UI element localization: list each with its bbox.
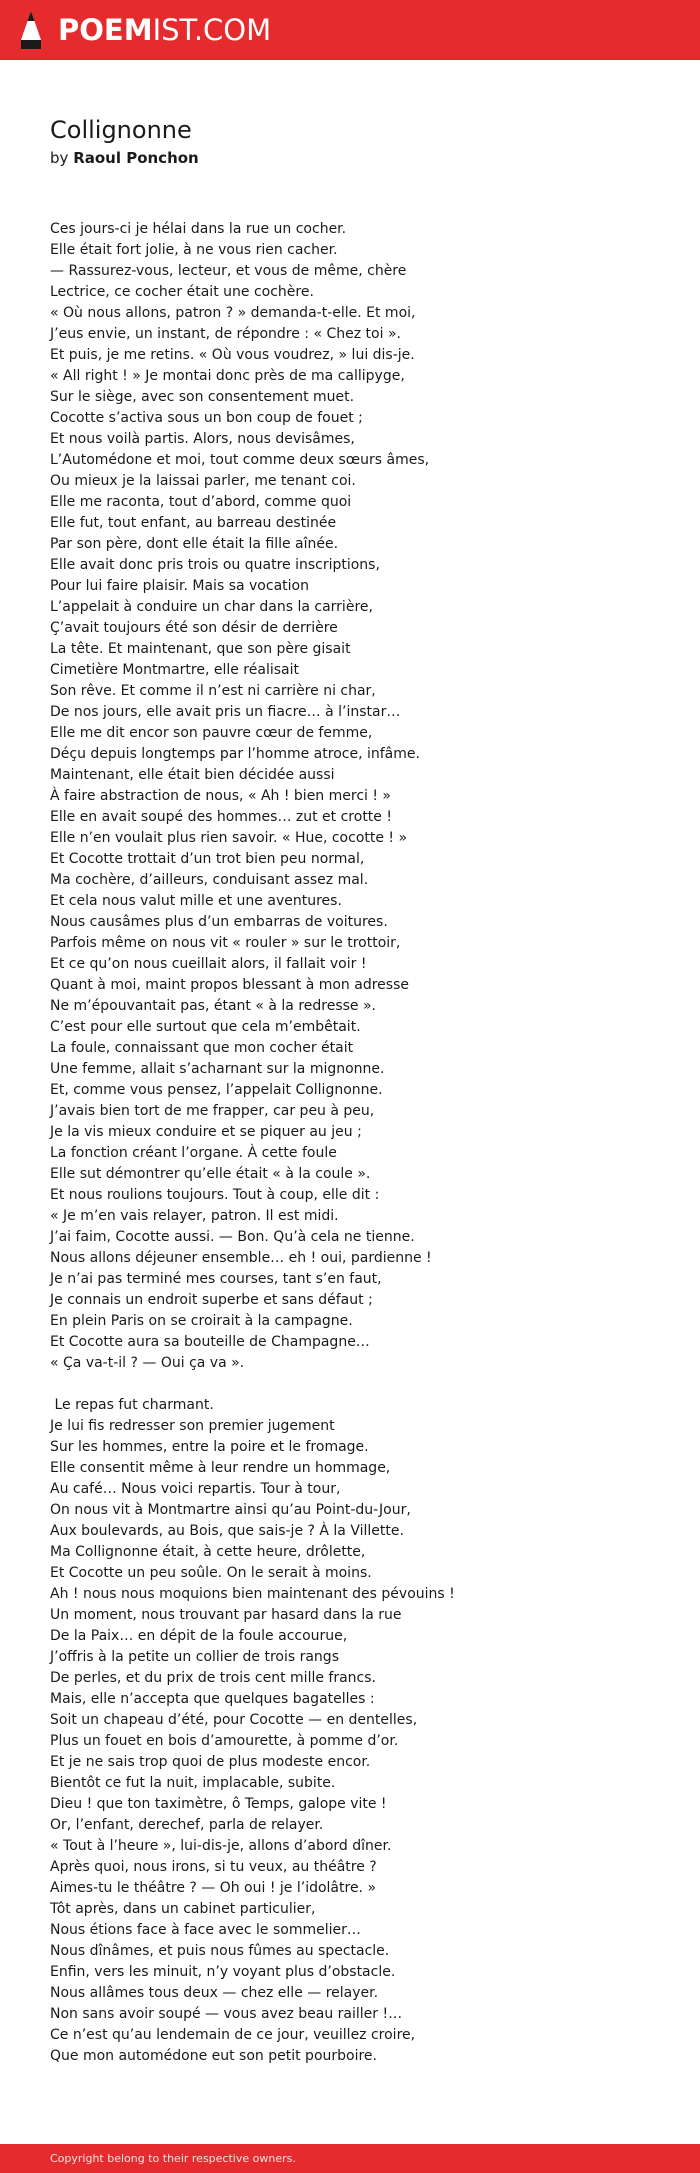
poem-line: Ma cochère, d’ailleurs, conduisant assez mal.	[50, 872, 369, 888]
byline	[50, 149, 199, 167]
poem-line: Au café… Nous voici repartis. Tour à tour,	[50, 1481, 341, 1497]
site-logo-text	[58, 13, 271, 47]
poem-line: Et Cocotte un peu soûle. On le serait à moins.	[50, 1565, 372, 1581]
poem-line: Parfois même on nous vit « rouler » sur le trottoir,	[50, 935, 401, 951]
poem-line: Ce n’est qu’au lendemain de ce jour, veuillez croire,	[50, 2027, 416, 2043]
poem-line: Ç’avait toujours été son désir de derrière	[50, 620, 338, 636]
poem-line: Aux boulevards, au Bois, que sais-je ? À la Villette.	[50, 1523, 404, 1539]
poem-line: Aimes-tu le théâtre ? — Oh oui ! je l’idolâtre. »	[50, 1880, 377, 1896]
poem-line: Et puis, je me retins. « Où vous voudrez, » lui dis-je.	[50, 347, 415, 363]
poem-line: De perles, et du prix de trois cent mille francs.	[50, 1670, 376, 1686]
poem-line: Le repas fut charmant.	[50, 1397, 214, 1413]
poem-line: Sur les hommes, entre la poire et le fromage.	[50, 1439, 369, 1455]
poem-line: Je la vis mieux conduire et se piquer au jeu ;	[50, 1124, 362, 1140]
poem-line: Elle était fort jolie, à ne vous rien cacher.	[50, 242, 338, 258]
poem-line: J’eus envie, un instant, de répondre : « Chez toi ».	[50, 326, 401, 342]
poem-line: Nous dînâmes, et puis nous fûmes au spectacle.	[50, 1943, 390, 1959]
poem-line: Plus un fouet en bois d’amourette, à pomme d’or.	[50, 1733, 399, 1749]
poem-line: Et, comme vous pensez, l’appelait Collignonne.	[50, 1082, 383, 1098]
poem-line: Elle consentit même à leur rendre un hommage,	[50, 1460, 391, 1476]
poem-body	[50, 219, 650, 2067]
site-logo[interactable]	[18, 10, 271, 50]
poem-line: C’est pour elle surtout que cela m’embêtait.	[50, 1019, 361, 1035]
poem-line: Et nous voilà partis. Alors, nous devisâmes,	[50, 431, 355, 447]
pencil-icon	[18, 10, 44, 50]
poem-line: Dieu ! que ton taximètre, ô Temps, galope vite !	[50, 1796, 387, 1812]
poem-line: Lectrice, ce cocher était une cochère.	[50, 284, 314, 300]
poem-line: Son rêve. Et comme il n’est ni carrière ni char,	[50, 683, 376, 699]
poem-line: Une femme, allait s’acharnant sur la mignonne.	[50, 1061, 385, 1077]
poem-line: Et Cocotte aura sa bouteille de Champagne…	[50, 1334, 370, 1350]
poem-line: Et je ne sais trop quoi de plus modeste encor.	[50, 1754, 371, 1770]
site-header	[0, 0, 700, 60]
poem-line: À faire abstraction de nous, « Ah ! bien merci ! »	[50, 788, 391, 804]
logo-text-bold: POEM	[58, 13, 153, 47]
poem-line: « Où nous allons, patron ? » demanda-t-elle. Et moi,	[50, 305, 416, 321]
poem-line: Ne m’épouvantait pas, étant « à la redresse ».	[50, 998, 376, 1014]
poem-line: Par son père, dont elle était la fille aînée.	[50, 536, 339, 552]
poem-line: Elle me dit encor son pauvre cœur de femme,	[50, 725, 373, 741]
poem-line: Et Cocotte trottait d’un trot bien peu normal,	[50, 851, 365, 867]
poem-line: Elle fut, tout enfant, au barreau destinée	[50, 515, 337, 531]
poem-line: Pour lui faire plaisir. Mais sa vocation	[50, 578, 309, 594]
poem-line: De la Paix… en dépit de la foule accourue,	[50, 1628, 348, 1644]
stanza-break	[50, 1374, 650, 1395]
poem-line: Nous étions face à face avec le sommelier…	[50, 1922, 361, 1938]
poem-line: Déçu depuis longtemps par l’homme atroce, infâme.	[50, 746, 420, 762]
poem-line: Tôt après, dans un cabinet particulier,	[50, 1901, 316, 1917]
poem-line: En plein Paris on se croirait à la campagne.	[50, 1313, 353, 1329]
poem-line: La tête. Et maintenant, que son père gisait	[50, 641, 351, 657]
poem-line: Elle avait donc pris trois ou quatre inscriptions,	[50, 557, 380, 573]
poem-line: L’Automédone et moi, tout comme deux sœurs âmes,	[50, 452, 430, 468]
poem-line: Nous allâmes tous deux — chez elle — relayer.	[50, 1985, 379, 2001]
poem-line: Mais, elle n’accepta que quelques bagatelles :	[50, 1691, 375, 1707]
poem-line: Or, l’enfant, derechef, parla de relayer.	[50, 1817, 324, 1833]
poem-line: J’offris à la petite un collier de trois rangs	[50, 1649, 339, 1665]
poem-line: Cocotte s’activa sous un bon coup de fouet ;	[50, 410, 363, 426]
by-label: by	[50, 149, 69, 167]
poem-line: Quant à moi, maint propos blessant à mon adresse	[50, 977, 409, 993]
poem-line: J’ai faim, Cocotte aussi. — Bon. Qu’à cela ne tienne.	[50, 1229, 415, 1245]
poem-stanza	[50, 219, 650, 1374]
poem-line: Un moment, nous trouvant par hasard dans la rue	[50, 1607, 402, 1623]
poem-title: Collignonne	[50, 116, 192, 144]
poem-line: Elle me raconta, tout d’abord, comme quoi	[50, 494, 352, 510]
poem-line: Ces jours-ci je hélai dans la rue un cocher.	[50, 221, 347, 237]
poem-line: L’appelait à conduire un char dans la carrière,	[50, 599, 373, 615]
poem-stanza	[50, 1395, 650, 2067]
poem-line: — Rassurez-vous, lecteur, et vous de même, chère	[50, 263, 407, 279]
poem-line: Ma Collignonne était, à cette heure, drôlette,	[50, 1544, 366, 1560]
logo-text-light: IST.COM	[152, 13, 272, 47]
poem-line: Nous allons déjeuner ensemble… eh ! oui, pardienne !	[50, 1250, 432, 1266]
poem-line: Enfin, vers les minuit, n’y voyant plus d’obstacle.	[50, 1964, 396, 1980]
poem-line: On nous vit à Montmartre ainsi qu’au Point-du-Jour,	[50, 1502, 411, 1518]
site-footer	[0, 2144, 700, 2173]
poem-line: Maintenant, elle était bien décidée aussi	[50, 767, 335, 783]
poem-line: Non sans avoir soupé — vous avez beau railler !…	[50, 2006, 403, 2022]
author-name: Raoul Ponchon	[73, 149, 199, 167]
poem-line: J’avais bien tort de me frapper, car peu à peu,	[50, 1103, 375, 1119]
poem-line: De nos jours, elle avait pris un fiacre… à l’instar…	[50, 704, 401, 720]
poem-line: Et nous roulions toujours. Tout à coup, elle dit :	[50, 1187, 380, 1203]
poem-line: Elle en avait soupé des hommes… zut et crotte !	[50, 809, 392, 825]
poem-line: La fonction créant l’organe. À cette foule	[50, 1145, 337, 1161]
poem-line: Soit un chapeau d’été, pour Cocotte — en dentelles,	[50, 1712, 418, 1728]
poem-line: « Je m’en vais relayer, patron. Il est midi.	[50, 1208, 339, 1224]
poem-line: Et ce qu’on nous cueillait alors, il fallait voir !	[50, 956, 367, 972]
poem-line: « All right ! » Je montai donc près de ma callipyge,	[50, 368, 405, 384]
poem-line: Ou mieux je la laissai parler, me tenant coi.	[50, 473, 356, 489]
poem-line: Je n’ai pas terminé mes courses, tant s’en faut,	[50, 1271, 382, 1287]
poem-line: Bientôt ce fut la nuit, implacable, subite.	[50, 1775, 336, 1791]
poem-line: Que mon automédone eut son petit pourboire.	[50, 2048, 377, 2064]
poem-line: La foule, connaissant que mon cocher était	[50, 1040, 354, 1056]
poem-line: Je lui fis redresser son premier jugement	[50, 1418, 335, 1434]
poem-line: Et cela nous valut mille et une aventures.	[50, 893, 342, 909]
poem-line: Nous causâmes plus d’un embarras de voitures.	[50, 914, 388, 930]
poem-line: Cimetière Montmartre, elle réalisait	[50, 662, 299, 678]
poem-line: Sur le siège, avec son consentement muet.	[50, 389, 355, 405]
poem-line: « Tout à l’heure », lui-dis-je, allons d’abord dîner.	[50, 1838, 392, 1854]
poem-line: Elle n’en voulait plus rien savoir. « Hue, cocotte ! »	[50, 830, 408, 846]
poem-line: Après quoi, nous irons, si tu veux, au théâtre ?	[50, 1859, 377, 1875]
copyright-notice: Copyright belong to their respective owners.	[50, 2152, 296, 2165]
poem-line: « Ça va-t-il ? — Oui ça va ».	[50, 1355, 245, 1371]
poem-line: Ah ! nous nous moquions bien maintenant des pévouins !	[50, 1586, 455, 1602]
poem-line: Elle sut démontrer qu’elle était « à la coule ».	[50, 1166, 371, 1182]
poem-line: Je connais un endroit superbe et sans défaut ;	[50, 1292, 373, 1308]
